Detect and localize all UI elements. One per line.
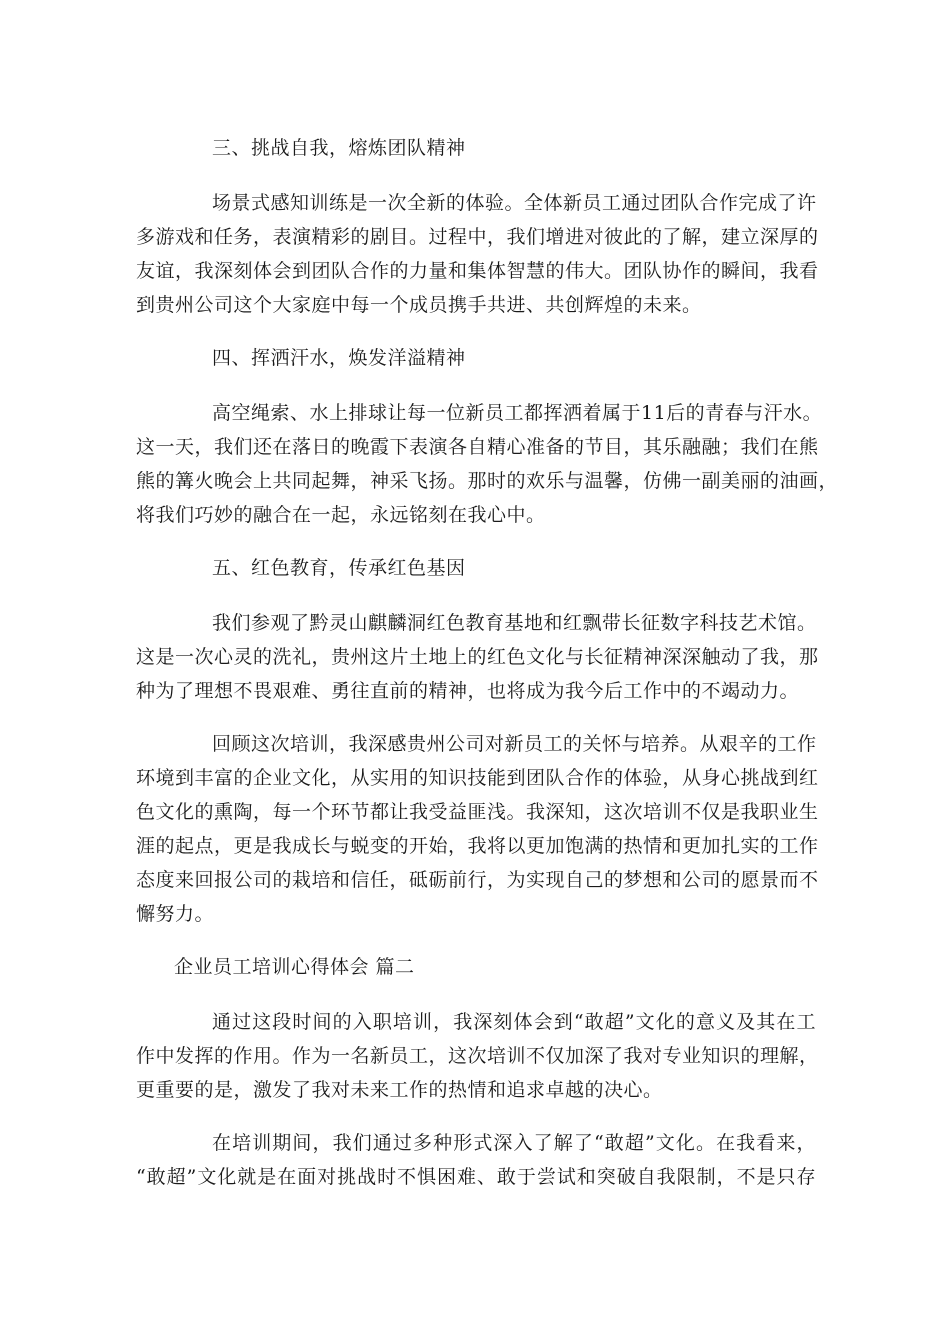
paragraph-line: 这是一次心灵的洗礼，贵州这片土地上的红色文化与长征精神深深触动了我，那	[136, 646, 819, 668]
paragraph-line: 涯的起点，更是我成长与蜕变的开始，我将以更加饱满的热情和更加扎实的工作	[136, 835, 819, 857]
paragraph-line: 高空绳索、水上排球让每一位新员工都挥洒着属于11后的青春与汗水。	[212, 402, 823, 424]
paragraph-line: 更重要的是，激发了我对未来工作的热情和追求卓越的决心。	[136, 1079, 663, 1101]
paragraph-line: 我们参观了黔灵山麒麟洞红色教育基地和红飘带长征数字科技艺术馆。	[212, 612, 817, 634]
section-heading-5: 五、红色教育，传承红色基因	[212, 557, 466, 579]
paragraph-line: 场景式感知训练是一次全新的体验。全体新员工通过团队合作完成了许	[212, 192, 817, 214]
paragraph-line: 态度来回报公司的栽培和信任，砥砺前行，为实现自己的梦想和公司的愿景而不	[136, 869, 819, 891]
section-heading-3: 三、挑战自我，熔炼团队精神	[212, 137, 466, 159]
paragraph-line: 回顾这次培训，我深感贵州公司对新员工的关怀与培养。从艰辛的工作	[212, 733, 817, 755]
paragraph-line: 到贵州公司这个大家庭中每一个成员携手共进、共创辉煌的未来。	[136, 294, 702, 316]
paragraph-line: 这一天，我们还在落日的晚霞下表演各自精心准备的节目，其乐融融；我们在熊	[136, 436, 819, 458]
paragraph-line: 懈努力。	[136, 903, 215, 925]
paragraph-line: 在培训期间，我们通过多种形式深入了解了“敢超”文化。在我看来，	[212, 1132, 816, 1154]
section-title-part-two: 企业员工培训心得体会 篇二	[174, 956, 415, 978]
paragraph-line: “敢超”文化就是在面对挑战时不惧困难、敢于尝试和突破自我限制，不是只存	[136, 1166, 816, 1188]
paragraph-line: 通过这段时间的入职培训，我深刻体会到“敢超”文化的意义及其在工	[212, 1011, 816, 1033]
paragraph-line: 作中发挥的作用。作为一名新员工，这次培训不仅加深了我对专业知识的理解，	[136, 1045, 819, 1067]
paragraph-line: 环境到丰富的企业文化，从实用的知识技能到团队合作的体验，从身心挑战到红	[136, 767, 819, 789]
paragraph-line: 将我们巧妙的融合在一起，永远铭刻在我心中。	[136, 504, 546, 526]
paragraph-line: 多游戏和任务，表演精彩的剧目。过程中，我们增进对彼此的了解，建立深厚的	[136, 226, 819, 248]
paragraph-line: 种为了理想不畏艰难、勇往直前的精神，也将成为我今后工作中的不竭动力。	[136, 680, 800, 702]
paragraph-line: 熊的篝火晚会上共同起舞，神采飞扬。那时的欢乐与温馨，仿佛一副美丽的油画，	[136, 470, 839, 492]
paragraph-line: 色文化的熏陶，每一个环节都让我受益匪浅。我深知，这次培训不仅是我职业生	[136, 801, 819, 823]
section-heading-4: 四、挥洒汗水，焕发洋溢精神	[212, 347, 466, 369]
paragraph-line: 友谊，我深刻体会到团队合作的力量和集体智慧的伟大。团队协作的瞬间，我看	[136, 260, 819, 282]
